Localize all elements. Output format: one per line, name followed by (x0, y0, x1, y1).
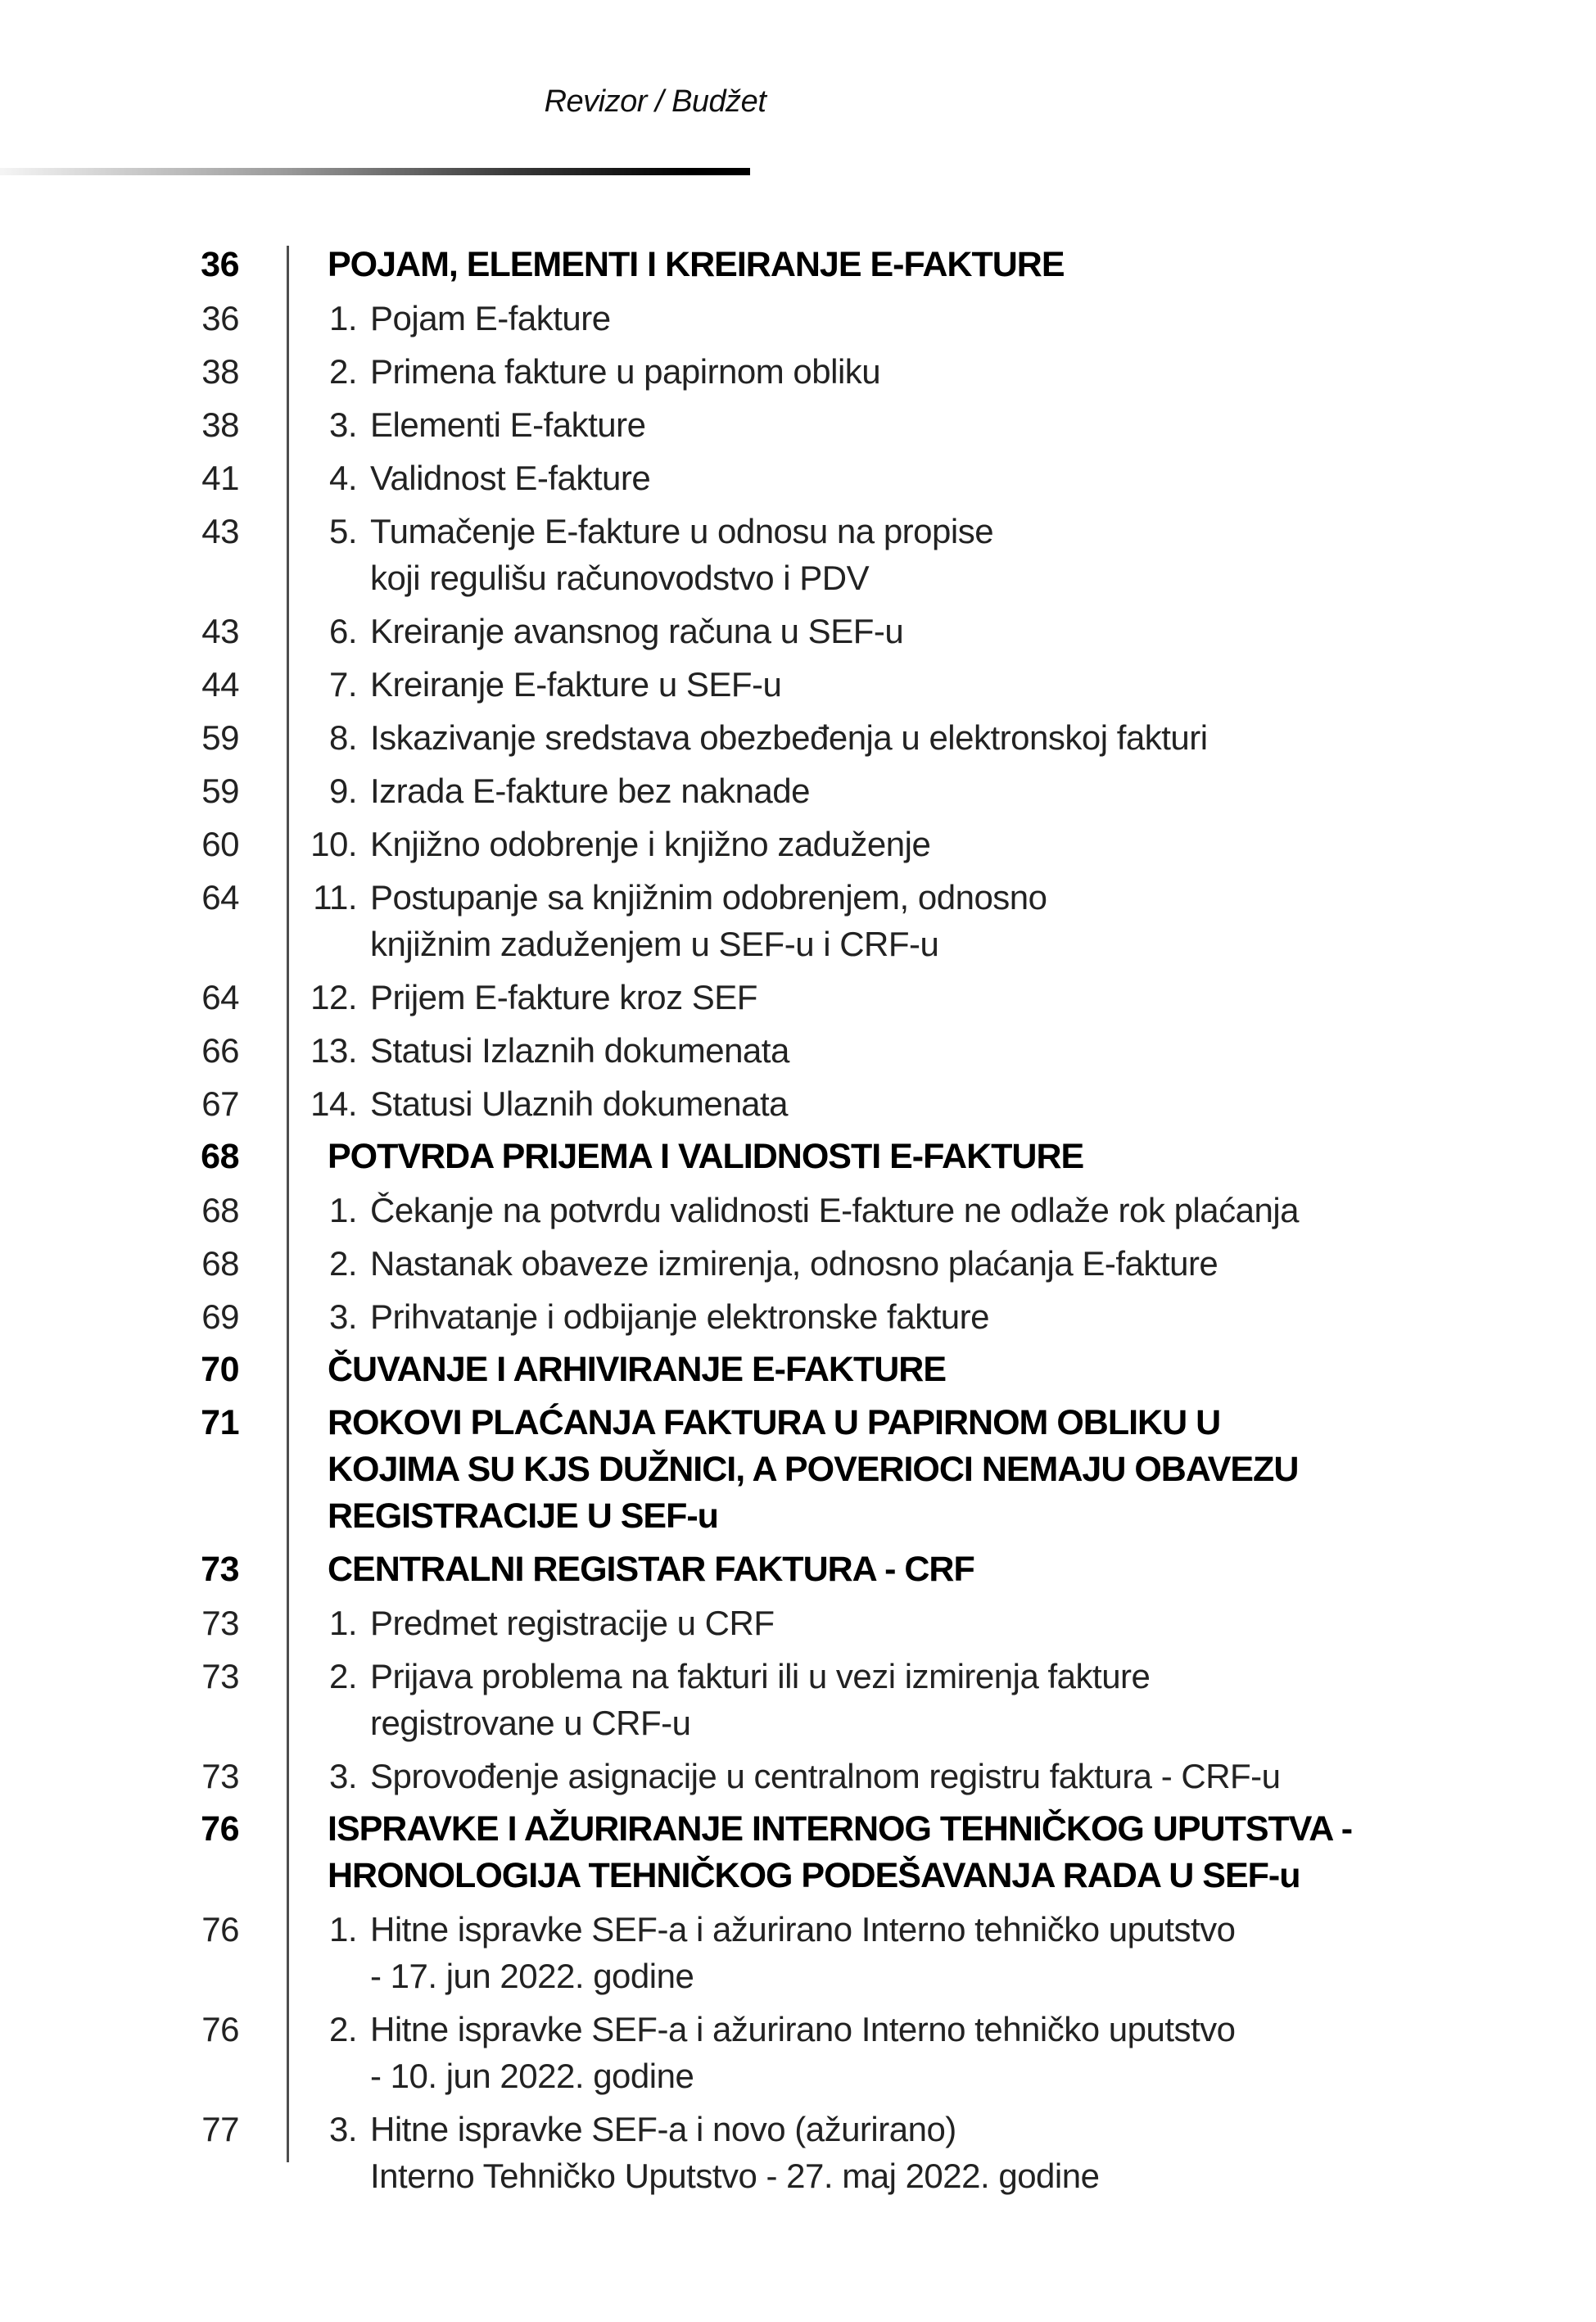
toc-entry-line: Statusi Ulaznih dokumenata (370, 1084, 788, 1123)
toc-item-number: 1. (328, 299, 357, 337)
toc-item-number: 4. (328, 459, 357, 497)
toc-item-number: 11. (313, 878, 357, 917)
toc-entry-text (310, 821, 931, 867)
toc-entry (0, 1187, 1596, 1233)
toc-page-number: 36 (201, 245, 239, 284)
toc-page-number: 73 (201, 1604, 239, 1642)
toc-page-number: 76 (201, 1910, 239, 1949)
toc-entry-line: - 10. jun 2022. godine (370, 2057, 694, 2095)
toc-entry-line: Iskazivanje sredstava obezbeđenja u elektronskoj fakturi (370, 718, 1208, 757)
toc-entry-text (328, 242, 1065, 288)
toc-entry-text (313, 874, 1047, 967)
toc-page-number: 43 (201, 612, 239, 650)
toc-entry (0, 1600, 1596, 1646)
toc-entry-line: Sprovođenje asignacije u centralnom registru faktura - CRF-u (370, 1757, 1281, 1795)
toc-item-number: 8. (328, 718, 357, 757)
toc-entry (0, 1400, 1596, 1540)
toc-entry-line: POJAM, ELEMENTI I KREIRANJE E-FAKTURE (328, 245, 1065, 284)
toc-entry (0, 1806, 1596, 1899)
toc-entry-line: Hitne ispravke SEF-a i ažurirano Interno tehničko uputstvo (370, 1910, 1236, 1949)
toc-entry-line: Hitne ispravke SEF-a i ažurirano Interno tehničko uputstvo (370, 2010, 1236, 2048)
toc-entry-text (328, 767, 810, 814)
toc-page-number: 73 (201, 1757, 239, 1795)
toc-entry-text (328, 1906, 1236, 1999)
toc-item-number: 5. (328, 512, 357, 550)
toc-entry-line: Knjižno odobrenje i knjižno zaduženje (370, 825, 931, 863)
toc-item-number: 1. (328, 1910, 357, 1949)
toc-entry-line: Prijem E-fakture kroz SEF (370, 978, 757, 1016)
toc-page-number: 64 (201, 978, 239, 1016)
toc-entry-line: koji regulišu računovodstvo i PDV (370, 559, 870, 597)
toc-entry-line: Kreiranje avansnog računa u SEF-u (370, 612, 904, 650)
toc-entry-text (328, 1134, 1083, 1180)
toc-entry-line: REGISTRACIJE U SEF-u (328, 1496, 718, 1536)
toc-page-number: 60 (201, 825, 239, 863)
journal-title: Revizor / Budžet (544, 84, 766, 119)
toc-entry (0, 2006, 1596, 2099)
toc-entry-line: - 17. jun 2022. godine (370, 1957, 694, 1995)
toc-page-number: 68 (201, 1137, 239, 1176)
toc-entry (0, 661, 1596, 708)
toc-page-number: 44 (201, 665, 239, 704)
toc-entry-line: Statusi Izlaznih dokumenata (370, 1031, 789, 1070)
toc-page-number: 76 (201, 1809, 239, 1849)
toc-entry-text (328, 1400, 1298, 1540)
toc-entry-text (328, 508, 993, 601)
toc-page-number: 38 (201, 352, 239, 391)
toc-page-number: 67 (201, 1084, 239, 1123)
toc-entry-text (328, 1806, 1352, 1899)
toc-entry (0, 1653, 1596, 1746)
toc-page-number: 77 (201, 2110, 239, 2148)
toc-item-number: 13. (310, 1031, 357, 1070)
toc-page-number: 59 (201, 772, 239, 810)
toc-entry (0, 2106, 1596, 2199)
toc-item-number: 1. (328, 1604, 357, 1642)
toc-item-number: 2. (328, 1657, 357, 1695)
toc-entry-line: Primena fakture u papirnom obliku (370, 352, 881, 391)
toc-entry-text (328, 1546, 974, 1593)
toc-page-number: 71 (201, 1403, 239, 1442)
toc-item-number: 1. (328, 1191, 357, 1229)
toc-item-number: 3. (328, 1297, 357, 1336)
toc-page-number: 59 (201, 718, 239, 757)
toc-entry (0, 821, 1596, 867)
toc-entry-text (310, 974, 757, 1021)
toc-entry-text (310, 1080, 788, 1127)
toc-item-number: 10. (310, 825, 357, 863)
toc-entry-text (328, 1753, 1281, 1799)
toc-item-number: 3. (328, 405, 357, 444)
toc-entry (0, 714, 1596, 761)
toc-entry-line: Tumačenje E-fakture u odnosu na propise (370, 512, 994, 550)
toc-entry (0, 295, 1596, 342)
toc-entry-line: Hitne ispravke SEF-a i novo (ažurirano) (370, 2110, 956, 2148)
toc-item-number: 2. (328, 1244, 357, 1283)
toc-item-number: 3. (328, 1757, 357, 1795)
toc-entry (0, 1080, 1596, 1127)
toc-page-number: 69 (201, 1297, 239, 1336)
toc-item-number: 9. (328, 772, 357, 810)
toc-page-number: 76 (201, 2010, 239, 2048)
toc-entry-text (328, 1293, 989, 1340)
toc-entry-line: registrovane u CRF-u (370, 1704, 691, 1742)
toc-entry-text (328, 714, 1208, 761)
toc-entry-text (328, 661, 781, 708)
toc-entry-text (328, 1240, 1218, 1287)
toc-entry-line: Elementi E-fakture (370, 405, 646, 444)
toc-entry (0, 1906, 1596, 1999)
toc-page-number: 64 (201, 878, 239, 917)
masthead-rule (0, 168, 750, 175)
toc-item-number: 12. (310, 978, 357, 1016)
toc-entry-line: Izrada E-fakture bez naknade (370, 772, 811, 810)
toc-entry-line: Interno Tehničko Uputstvo - 27. maj 2022. godine (370, 2157, 1100, 2195)
toc-entry (0, 767, 1596, 814)
toc-entry (0, 1027, 1596, 1074)
toc-entry-text (310, 1027, 789, 1074)
toc-entry-text (328, 1653, 1150, 1746)
toc-entry-text (328, 455, 650, 501)
toc-entry-line: ČUVANJE I ARHIVIRANJE E-FAKTURE (328, 1350, 947, 1389)
toc-entry-text (328, 348, 880, 395)
toc-entry (0, 401, 1596, 448)
toc-page-number: 68 (201, 1191, 239, 1229)
toc-page-number: 41 (201, 459, 239, 497)
toc-entry (0, 1546, 1596, 1593)
toc-entry-text (328, 295, 611, 342)
toc-entry-line: ISPRAVKE I AŽURIRANJE INTERNOG TEHNIČKOG UPUTSTVA - (328, 1809, 1353, 1849)
toc-item-number: 6. (328, 612, 357, 650)
toc-entry-line: Kreiranje E-fakture u SEF-u (370, 665, 782, 704)
toc-entry-text (328, 2006, 1236, 2099)
toc-entry-line: Nastanak obaveze izmirenja, odnosno plaćanja E-fakture (370, 1244, 1218, 1283)
toc-entry-text (328, 608, 903, 654)
toc-entry (0, 1134, 1596, 1180)
toc-entry-line: Postupanje sa knjižnim odobrenjem, odnosno (370, 878, 1047, 917)
toc-entry (0, 242, 1596, 288)
toc-entry (0, 348, 1596, 395)
toc-page-number: 38 (201, 405, 239, 444)
toc-entry-line: HRONOLOGIJA TEHNIČKOG PODEŠAVANJA RADA U SEF-u (328, 1856, 1300, 1895)
toc-page-number: 73 (201, 1550, 239, 1589)
toc-entry-line: Čekanje na potvrdu validnosti E-fakture ne odlaže rok plaćanja (370, 1191, 1300, 1229)
toc-entry-text (328, 2106, 1099, 2199)
toc-entry (0, 608, 1596, 654)
toc-page-number: 68 (201, 1244, 239, 1283)
toc-entry-line: Validnost E-fakture (370, 459, 651, 497)
toc-entry-line: Prijava problema na fakturi ili u vezi izmirenja fakture (370, 1657, 1151, 1695)
toc-item-number: 7. (328, 665, 357, 704)
toc-item-number: 2. (328, 2010, 357, 2048)
toc-entry (0, 1240, 1596, 1287)
toc-entry (0, 1347, 1596, 1393)
toc-entry (0, 508, 1596, 601)
toc-entry-line: Prihvatanje i odbijanje elektronske fakture (370, 1297, 989, 1336)
toc-page-number: 70 (201, 1350, 239, 1389)
toc-page-number: 73 (201, 1657, 239, 1695)
toc-entry-text (328, 1347, 946, 1393)
toc-page-number: 43 (201, 512, 239, 550)
toc-entry-line: CENTRALNI REGISTAR FAKTURA - CRF (328, 1550, 974, 1589)
toc-page-number: 66 (201, 1031, 239, 1070)
toc-entry-text (328, 1187, 1299, 1233)
toc-entry (0, 1753, 1596, 1799)
toc-entry-line: POTVRDA PRIJEMA I VALIDNOSTI E-FAKTURE (328, 1137, 1084, 1176)
toc-entry-line: ROKOVI PLAĆANJA FAKTURA U PAPIRNOM OBLIKU U (328, 1403, 1221, 1442)
toc-item-number: 2. (328, 352, 357, 391)
toc-entry-text (328, 401, 645, 448)
toc-item-number: 14. (310, 1084, 357, 1123)
toc-entry (0, 974, 1596, 1021)
toc-entry-line: Predmet registracije u CRF (370, 1604, 775, 1642)
table-of-contents (0, 242, 1596, 2206)
toc-item-number: 3. (328, 2110, 357, 2148)
toc-entry (0, 455, 1596, 501)
toc-entry-line: knjižnim zaduženjem u SEF-u i CRF-u (370, 925, 939, 963)
toc-entry (0, 874, 1596, 967)
toc-page-number: 36 (201, 299, 239, 337)
toc-entry-text (328, 1600, 774, 1646)
toc-entry-line: KOJIMA SU KJS DUŽNICI, A POVERIOCI NEMAJU OBAVEZU (328, 1450, 1299, 1489)
toc-entry (0, 1293, 1596, 1340)
toc-entry-line: Pojam E-fakture (370, 299, 611, 337)
